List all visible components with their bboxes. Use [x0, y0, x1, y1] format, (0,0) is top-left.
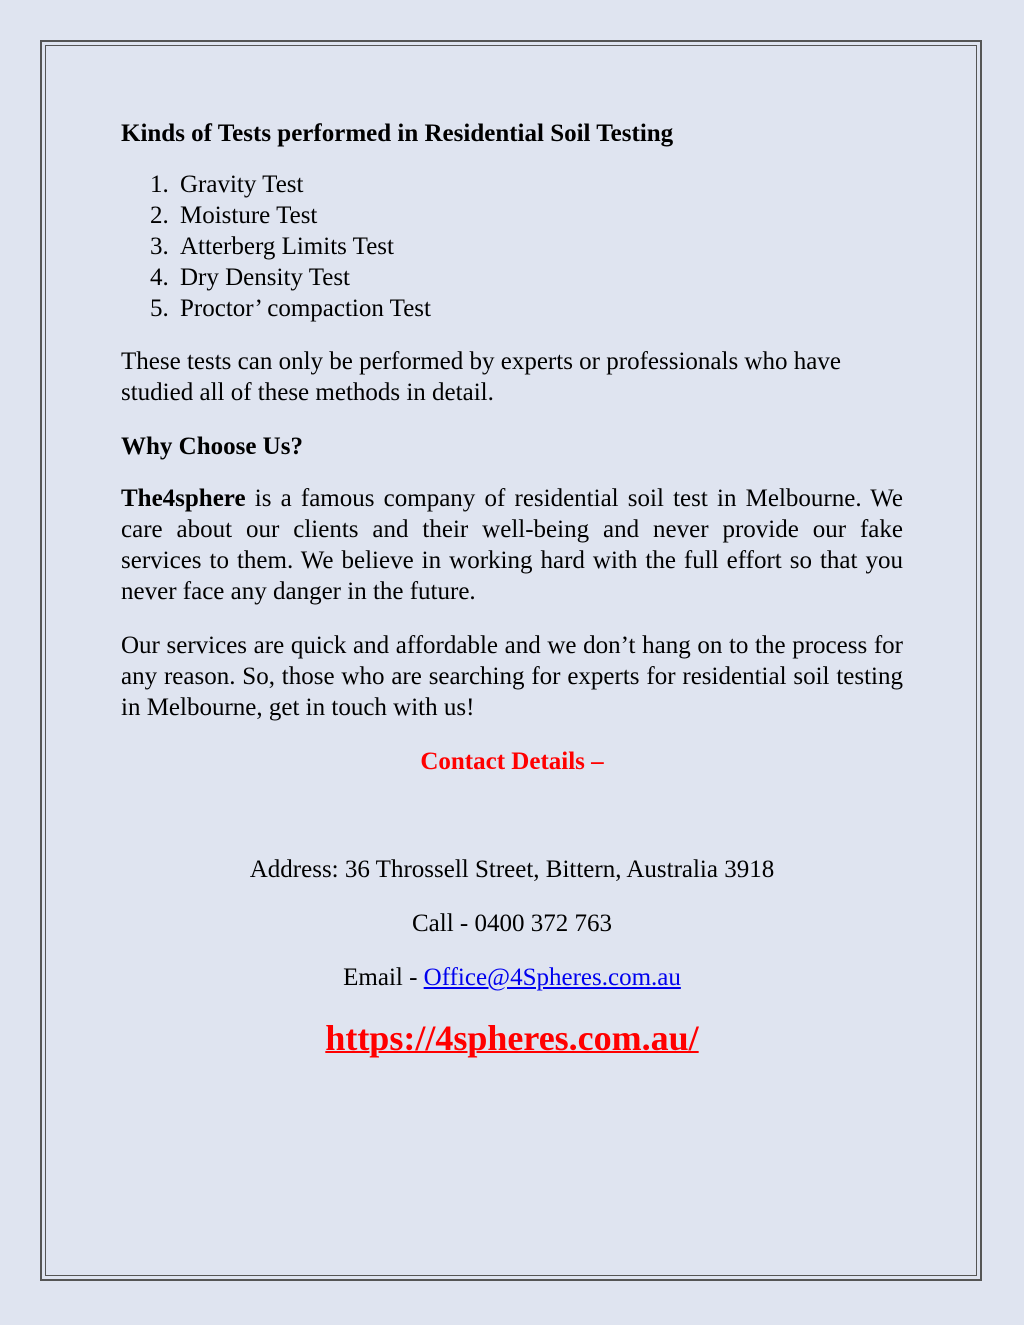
- contact-address: Address: 36 Throssell Street, Bittern, Australia 3918: [249, 856, 775, 883]
- website-link[interactable]: https://4spheres.com.au/: [325, 1018, 699, 1058]
- section-heading: Kinds of Tests performed in Residential Soil Testing: [121, 120, 674, 147]
- experts-paragraph: These tests can only be performed by experts or professionals who have studied all of these methods in detail.: [121, 348, 841, 406]
- contact-phone: Call - 0400 372 763: [412, 910, 612, 937]
- company-name: The4sphere: [121, 485, 246, 512]
- company-paragraph: [121, 483, 903, 607]
- tests-list: [121, 169, 903, 324]
- list-number: 2.: [150, 202, 169, 229]
- services-paragraph: Our services are quick and affordable and we don’t hang on to the process for any reason. So, those who are searching for experts for residential soil testing in Melbourne, get in touch with us!: [121, 632, 903, 721]
- list-number: 3.: [150, 233, 169, 260]
- list-item: [121, 169, 903, 200]
- contact-details-heading: Contact Details –: [420, 748, 604, 775]
- list-item-label: Moisture Test: [180, 202, 318, 229]
- email-link[interactable]: Office@4Spheres.com.au: [423, 964, 681, 991]
- document-body: [121, 118, 903, 1060]
- list-number: 5.: [150, 295, 169, 322]
- why-choose-us-heading: Why Choose Us?: [121, 433, 303, 460]
- list-item-label: Dry Density Test: [180, 264, 350, 291]
- list-item-label: Gravity Test: [180, 171, 304, 198]
- list-number: 1.: [150, 171, 169, 198]
- contact-email-line: [121, 962, 903, 993]
- list-number: 4.: [150, 264, 169, 291]
- list-item: [121, 262, 903, 293]
- list-item: [121, 293, 903, 324]
- website-line: [121, 1016, 903, 1060]
- list-item-label: Atterberg Limits Test: [180, 233, 394, 260]
- list-item: [121, 231, 903, 262]
- company-description: is a famous company of residential soil test in Melbourne. We care about our clients and their well-being and never provide our fake services to them. We believe in working hard with the full effort so that you never face any danger in the future.: [121, 485, 903, 605]
- email-prefix: Email -: [343, 964, 424, 991]
- list-item: [121, 200, 903, 231]
- list-item-label: Proctor’ compaction Test: [180, 295, 431, 322]
